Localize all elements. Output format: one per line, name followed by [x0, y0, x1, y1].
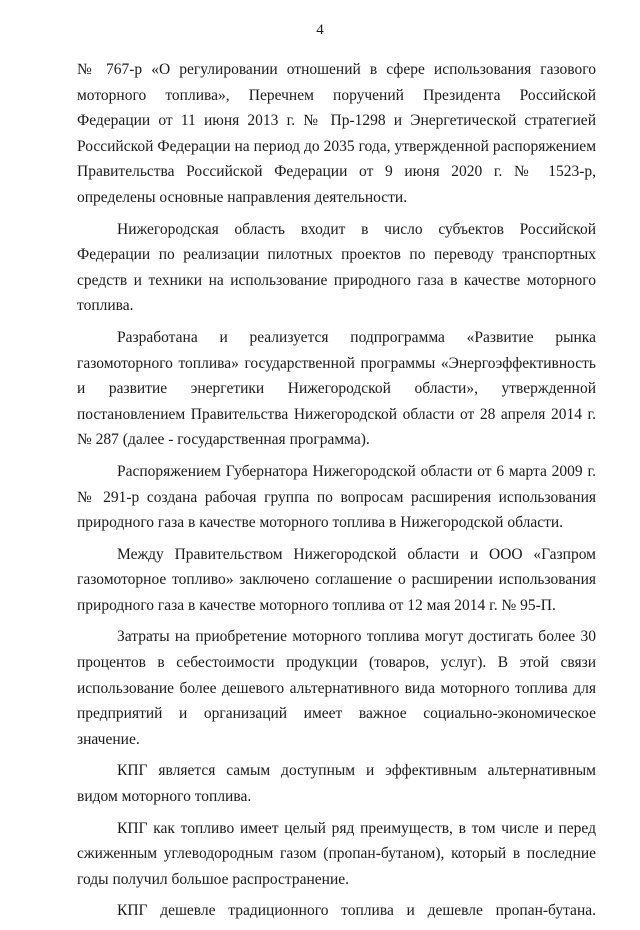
paragraph-kpg-cheaper: КПГ дешевле традиционного топлива и дешевле пропан-бутана. — [117, 902, 596, 920]
paragraph-kpg-advantages: КПГ как топливо имеет целый ряд преимуществ, в том числе и перед сжиженным углеводородным газом (пропан-бутаном), который в последние годы получил большое распространение. — [77, 819, 596, 888]
paragraph-regulations: № 767-р «О регулировании отношений в сфере использования газового моторного топлива», Перечнем поручений Президента Российской Федерации от 11 июня 2013 г. № Пр-1298 и Энергетической стратегией Российской Федерации на период до 2035 года, утвержденной распоряжением Правительства Российской Федерации от 9 июня 2020 г. № 1523-р, определены основные направления деятельности. — [77, 61, 596, 206]
paragraph-pilot-region: Нижегородская область входит в число субъектов Российской Федерации по реализации пилотных проектов по переводу транспортных средств и техники на использование природного газа в качестве моторного топлива. — [77, 220, 596, 315]
page-number: 4 — [316, 22, 324, 38]
paragraph-kpg-accessible: КПГ является самым доступным и эффективным альтернативным видом моторного топлива. — [77, 762, 596, 806]
paragraph-agreement: Между Правительством Нижегородской области и ООО «Газпром газомоторное топливо» заключено соглашение о расширении использования природного газа в качестве моторного топлива от 12 мая 2014 г. № 95-П. — [77, 545, 596, 614]
document-body — [77, 57, 596, 930]
paragraph-fuel-costs: Затраты на приобретение моторного топлива могут достигать более 30 процентов в себестоимости продукции (товаров, услуг). В этой связи использование более дешевого альтернативного вида моторного топлива для предприятий и организаций имеет важное социально-экономическое значение. — [77, 628, 596, 748]
paragraph-working-group: Распоряжением Губернатора Нижегородской области от 6 марта 2009 г. № 291-р создана рабочая группа по вопросам расширения использования природного газа в качестве моторного топлива в Нижегородской области. — [77, 462, 596, 532]
paragraph-subprogram: Разработана и реализуется подпрограмма «Развитие рынка газомоторного топлива» государственной программы «Энергоэффективность и развитие энергетики Нижегородской области», утвержденной постановлением Правительства Нижегородской области от 28 апреля 2014 г. № 287 (далее - государственная программа). — [77, 328, 596, 449]
